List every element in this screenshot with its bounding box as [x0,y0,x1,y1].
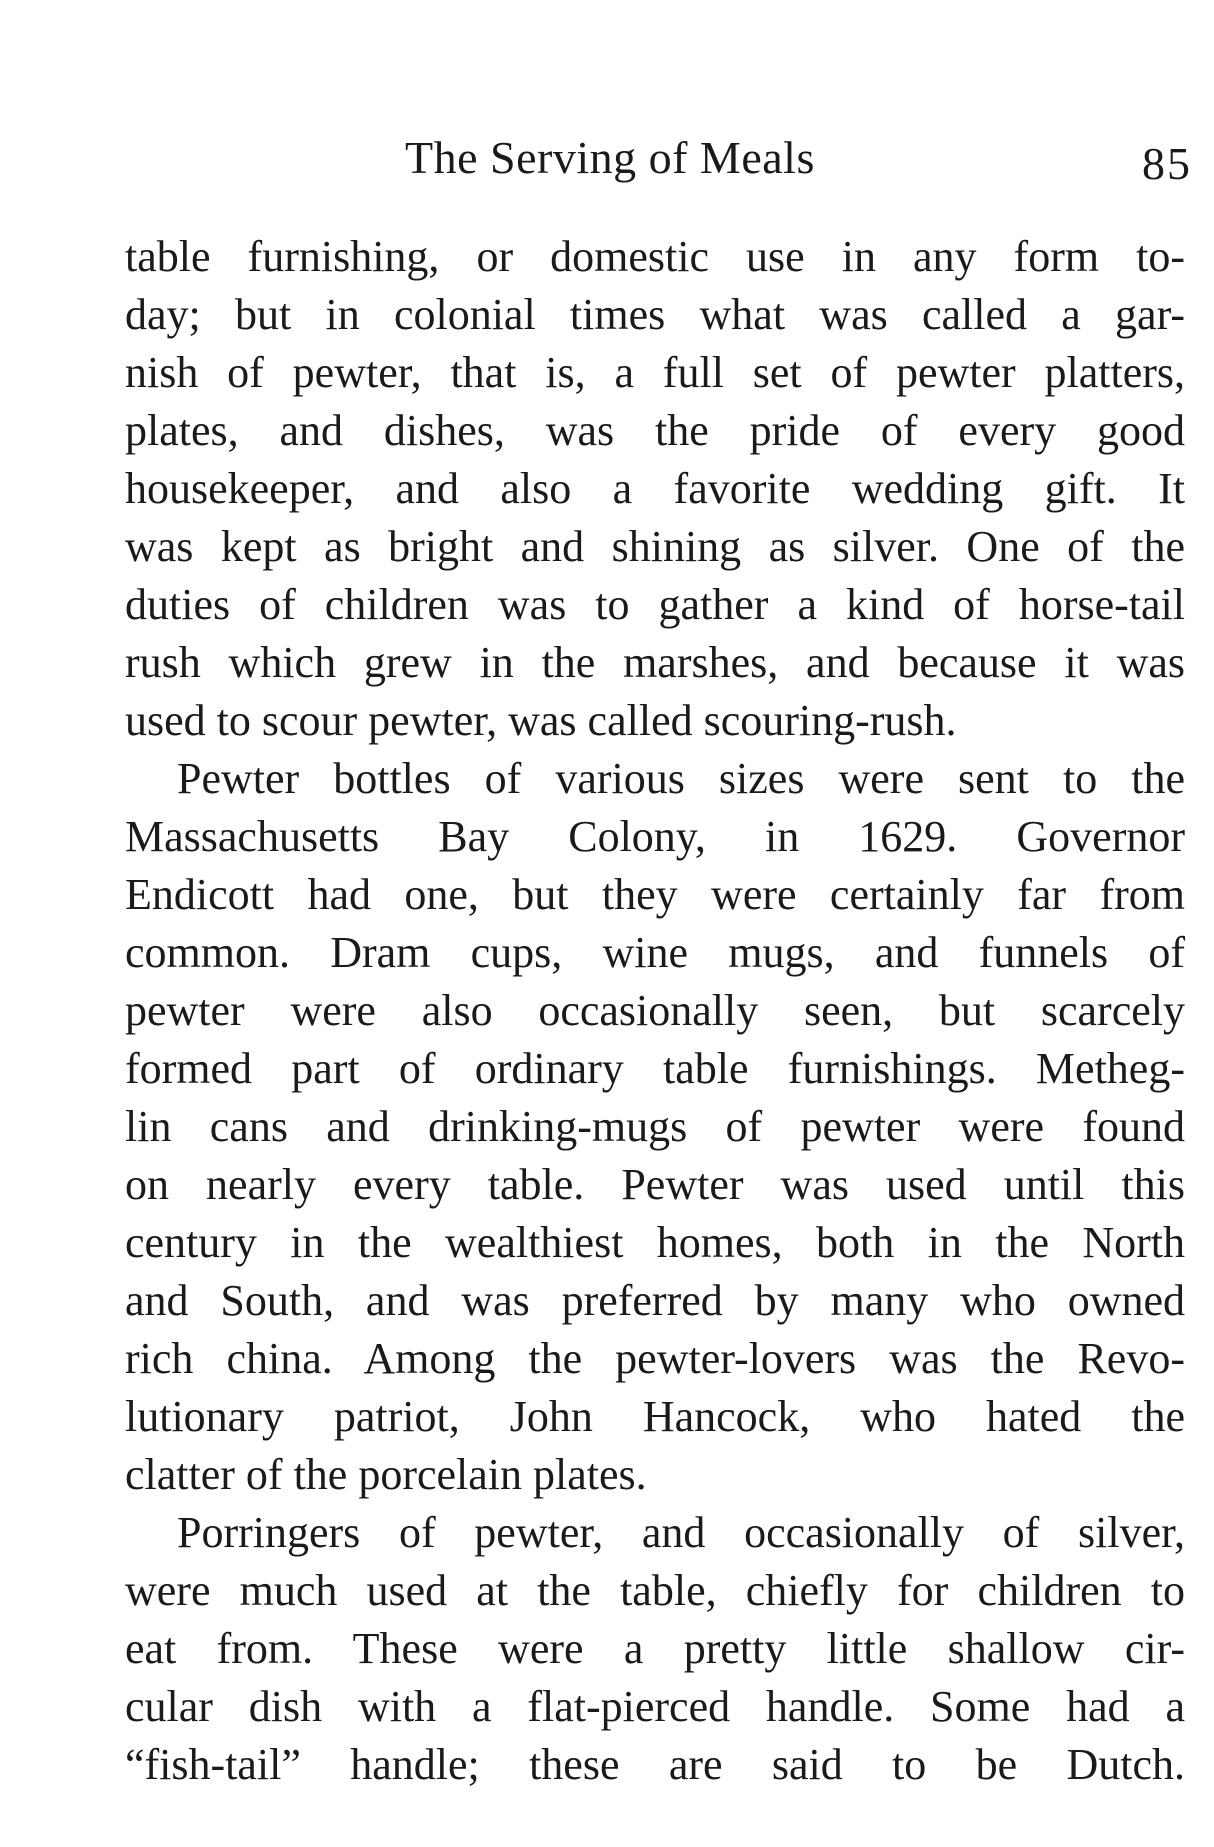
text-line: clatter of the porcelain plates. [125,1450,647,1499]
text-line: rich china. Among the pewter-lovers was the Revo- [125,1334,1185,1383]
page-number: 85 [1142,138,1192,189]
text-line: Pewter bottles of various sizes were sent to the [177,754,1185,803]
text-line: rush which grew in the marshes, and because it was [125,638,1185,687]
text-line: table furnishing, or domestic use in any form to- [125,232,1185,281]
text-line: Massachusetts Bay Colony, in 1629. Governor [125,812,1185,861]
text-line: was kept as bright and shining as silver. One of the [125,522,1185,571]
text-line: and South, and was preferred by many who owned [125,1276,1185,1325]
text-line: century in the wealthiest homes, both in the North [125,1218,1185,1267]
text-line: “fish-tail” handle; these are said to be Dutch. [125,1740,1185,1789]
text-line: used to scour pewter, was called scouring-rush. [125,696,957,745]
text-line: were much used at the table, chiefly for children to [125,1566,1185,1615]
text-line: housekeeper, and also a favorite wedding gift. It [125,464,1185,513]
text-line: Porringers of pewter, and occasionally of silver, [177,1508,1185,1557]
text-line: plates, and dishes, was the pride of every good [125,406,1185,455]
text-line: on nearly every table. Pewter was used until this [125,1160,1185,1209]
text-line: eat from. These were a pretty little shallow cir- [125,1624,1185,1673]
text-line: common. Dram cups, wine mugs, and funnels of [125,928,1185,977]
text-line: formed part of ordinary table furnishings. Metheg- [125,1044,1185,1093]
text-line: cular dish with a flat-pierced handle. Some had a [125,1682,1185,1731]
text-line: day; but in colonial times what was called a gar- [125,290,1185,339]
body-text [125,228,1185,1794]
text-line: duties of children was to gather a kind of horse-tail [125,580,1185,629]
text-line: pewter were also occasionally seen, but scarcely [125,986,1185,1035]
text-line: lin cans and drinking-mugs of pewter were found [125,1102,1185,1151]
running-header [125,128,1200,188]
text-line: nish of pewter, that is, a full set of pewter platters, [125,348,1185,397]
text-line: lutionary patriot, John Hancock, who hated the [125,1392,1185,1441]
running-title: The Serving of Meals [405,132,815,183]
text-line: Endicott had one, but they were certainly far from [125,870,1185,919]
